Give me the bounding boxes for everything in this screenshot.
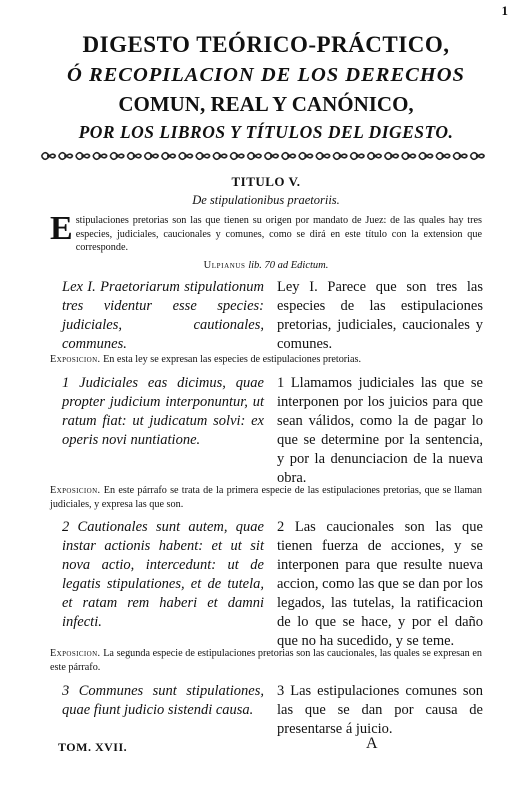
ornament-dot bbox=[150, 154, 153, 157]
spanish-text: 2 Las caucionales son las que tienen fuerza de acciones, y se interponen para que resulte nueva accion, como las que se dan por los legados, las tutelas, la ratificacion de lo que se hace, y por el daño que no ha sucedido, y se teme. bbox=[277, 519, 483, 649]
ornament-dot bbox=[304, 154, 307, 157]
citation-line bbox=[0, 260, 532, 271]
exposicion bbox=[50, 647, 482, 674]
latin-text: 2 Cautionales sunt autem, quae instar actionis habent: et ut sit nova actio, intercedunt: ut de legatis stipulationes, et de tutela, et ratam rem haberi et damni infecti. bbox=[62, 519, 264, 630]
ornament-dot bbox=[287, 154, 290, 157]
ornament-divider bbox=[40, 149, 486, 163]
ornament-dot bbox=[253, 154, 256, 157]
spanish-text: 3 Las estipulaciones comunes son las que se dan por causa de presentarse á juicio. bbox=[277, 683, 483, 737]
title-line-3: COMUN, REAL Y CANÓNICO, bbox=[118, 92, 414, 116]
ornament-dot bbox=[356, 154, 359, 157]
latin-text: 3 Communes sunt stipulationes, quae fiunt judicio sistendi causa. bbox=[62, 683, 264, 718]
ornament-dot bbox=[390, 154, 393, 157]
ornament-dot bbox=[270, 154, 273, 157]
ornament-dot bbox=[459, 154, 462, 157]
citation-author: Ulpianus bbox=[203, 260, 246, 271]
exposicion-label: Exposicion. bbox=[50, 485, 101, 496]
ornament-dot bbox=[424, 154, 427, 157]
intro-paragraph bbox=[50, 210, 482, 255]
ornament-dot bbox=[201, 154, 204, 157]
ornament-dot bbox=[321, 154, 324, 157]
ornament-dot bbox=[407, 154, 410, 157]
exposicion bbox=[50, 353, 482, 367]
title-line-1: DIGESTO TEÓRICO-PRÁCTICO, bbox=[82, 32, 450, 57]
drop-cap: E bbox=[50, 210, 73, 247]
ornament-dot bbox=[81, 154, 84, 157]
latin-text: 1 Judiciales eas dicimus, quae propter judicium interponuntur, ut ratum fiat: ut judicatum solvi: ex operis novi nuntiatione. bbox=[62, 375, 264, 448]
ornament-dot bbox=[339, 154, 342, 157]
ornament-dot bbox=[373, 154, 376, 157]
ornament-dot bbox=[167, 154, 170, 157]
ornament-dot bbox=[116, 154, 119, 157]
ornament-dot bbox=[98, 154, 101, 157]
citation-source: lib. 70 ad Edictum. bbox=[248, 260, 329, 271]
ornament-dot bbox=[476, 154, 479, 157]
volume-label: TOM. XVII. bbox=[58, 740, 128, 754]
ornament-dot bbox=[47, 154, 50, 157]
spanish-text: Ley I. Parece que son tres las especies de las estipulaciones pretorias, judiciales, caucionales y comunes. bbox=[277, 279, 483, 352]
title-line-4: POR LOS LIBROS Y TÍTULOS DEL DIGESTO. bbox=[78, 122, 454, 142]
exposicion-text: En este párrafo se trata de la primera especie de las estipulaciones pretorias, que se llaman judiciales, y expresa las que son. bbox=[50, 485, 482, 510]
exposicion-label: Exposicion. bbox=[50, 354, 101, 365]
ornament-dot bbox=[219, 154, 222, 157]
page-number: 1 bbox=[501, 3, 508, 18]
signature-mark: A bbox=[366, 735, 378, 752]
exposicion-label: Exposicion. bbox=[50, 648, 101, 659]
titulo-subheading: De stipulationibus praetoriis. bbox=[192, 193, 340, 207]
ornament-dot bbox=[236, 154, 239, 157]
ornament-dot bbox=[442, 154, 445, 157]
exposicion-text: La segunda especie de estipulaciones pretorias son las caucionales, las quales se expresan en este párrafo. bbox=[50, 648, 482, 673]
latin-text: Lex I. Praetoriarum stipulationum tres videntur esse species: judiciales, cautionales, communes. bbox=[62, 279, 264, 352]
exposicion bbox=[50, 484, 482, 511]
titulo-heading: TITULO V. bbox=[231, 174, 301, 189]
ornament-dot bbox=[64, 154, 67, 157]
intro-text: stipulaciones pretorias son las que tienen su origen por mandato de Juez: de las quales hay tres especies, judiciales, caucionales y comunes, como se dirá en este título con la extension que corresponde. bbox=[75, 215, 482, 253]
title-line-2: Ó RECOPILACION DE LOS DERECHOS bbox=[67, 64, 465, 86]
ornament-dot bbox=[133, 154, 136, 157]
spanish-text: 1 Llamamos judiciales las que se interponen por los juicios para que sean válidos, como la de pagar lo que se determine por la sentencia, y por la denunciacion de la nueva obra. bbox=[277, 375, 483, 486]
exposicion-text: En esta ley se expresan las especies de estipulaciones pretorias. bbox=[103, 354, 362, 365]
ornament-dot bbox=[184, 154, 187, 157]
